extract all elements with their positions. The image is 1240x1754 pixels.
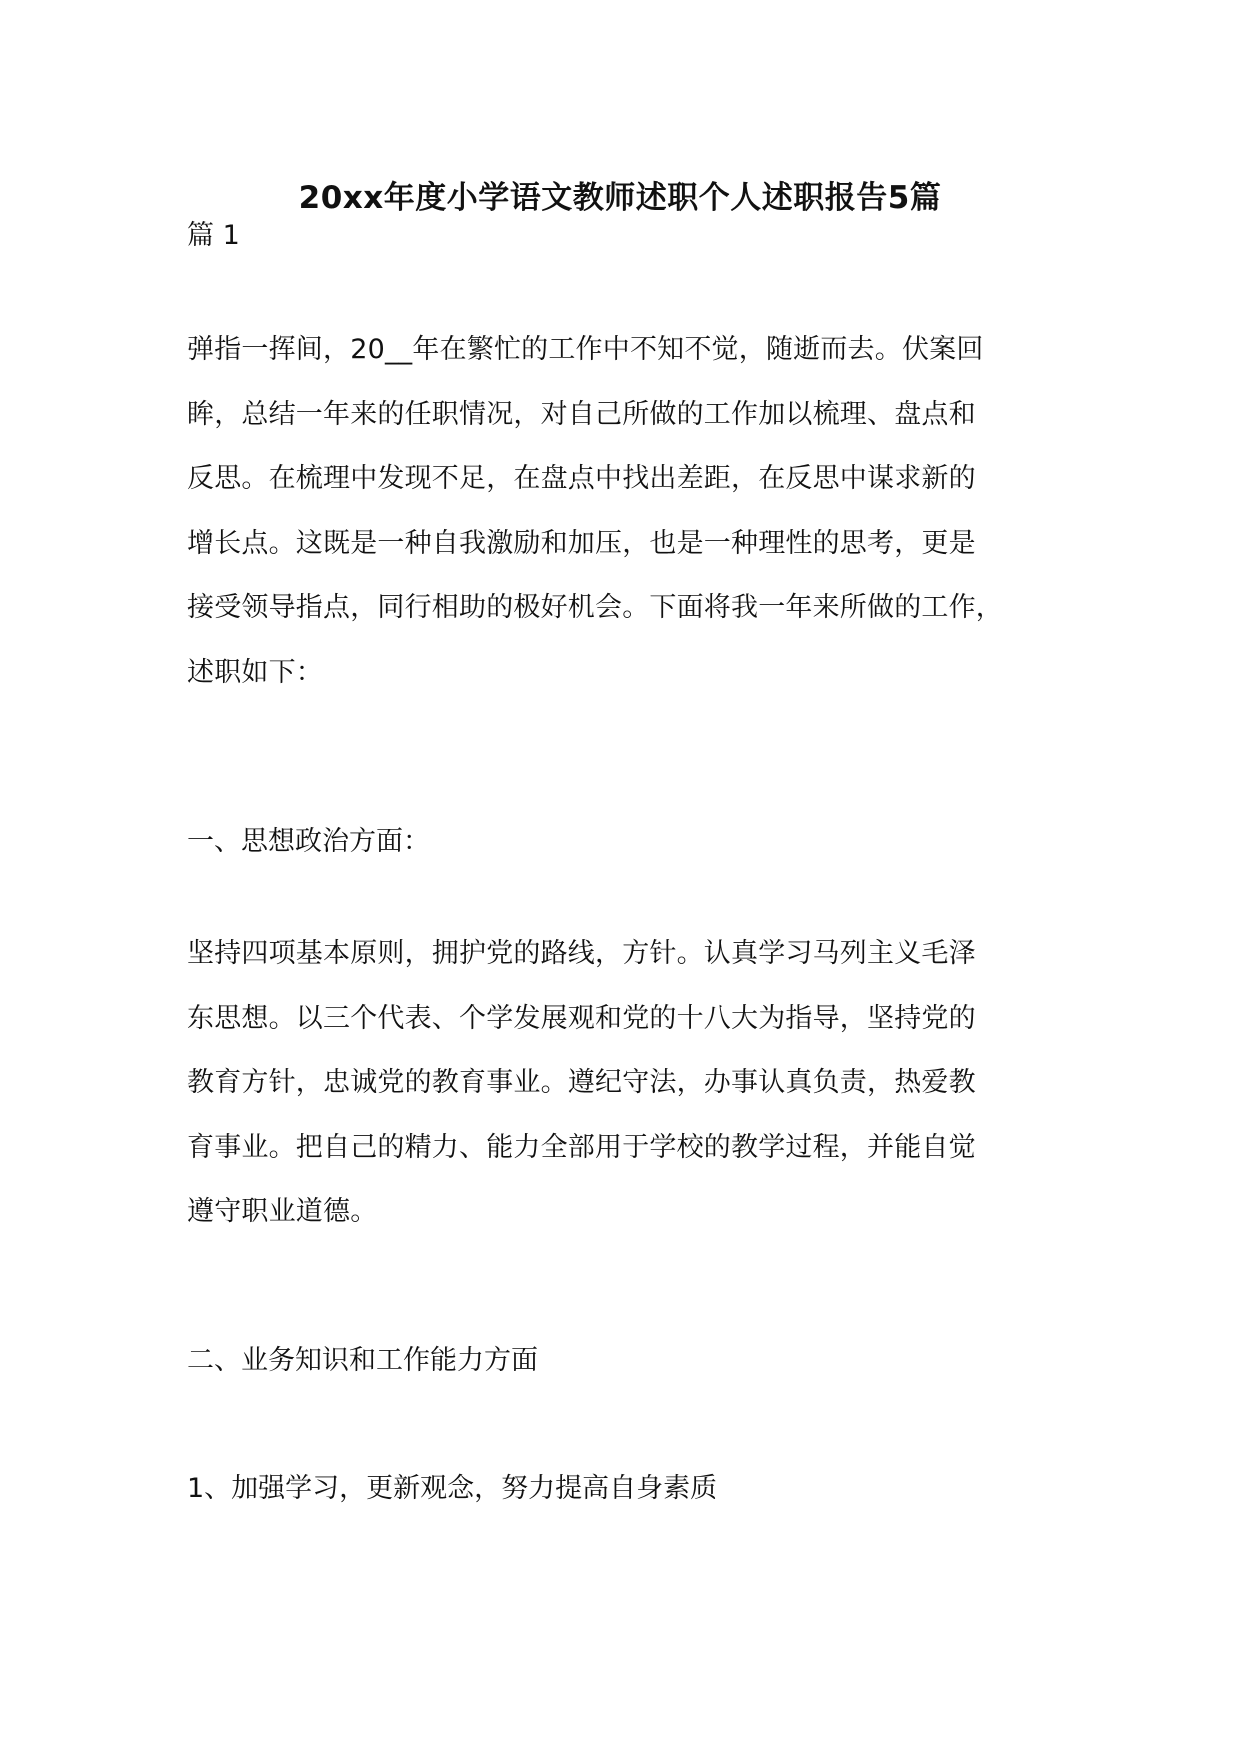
section-heading-business: 二、业务知识和工作能力方面 xyxy=(187,1345,538,1376)
section-heading-politics: 一、思想政治方面： xyxy=(187,826,430,857)
paragraph-line: 东思想。以三个代表、个学发展观和党的十八大为指导，坚持党的 xyxy=(187,1002,976,1034)
paragraph-line: 遵守职业道德。 xyxy=(187,1196,378,1227)
paragraph-line: 眸，总结一年来的任职情况，对自己所做的工作加以梳理、盘点和 xyxy=(187,398,976,430)
politics-paragraph xyxy=(187,922,1067,1245)
document-title: 20xx年度小学语文教师述职个人述职报告5篇 xyxy=(298,180,942,216)
paragraph-line: 育事业。把自己的精力、能力全部用于学校的教学过程，并能自觉 xyxy=(187,1131,976,1163)
intro-paragraph xyxy=(187,318,1067,705)
paragraph-line: 述职如下： xyxy=(187,656,323,688)
paragraph-line: 教育方针，忠诚党的教育事业。遵纪守法，办事认真负责，热爱教 xyxy=(187,1067,976,1098)
subheading-learning: 1、加强学习，更新观念，努力提高自身素质 xyxy=(187,1473,718,1504)
paragraph-line: 坚持四项基本原则，拥护党的路线，方针。认真学习马列主义毛泽 xyxy=(187,938,976,969)
section-label: 篇 1 xyxy=(187,220,240,251)
paragraph-line: 弹指一挥间，20__年在繁忙的工作中不知不觉，随逝而去。伏案回 xyxy=(187,334,984,365)
paragraph-line: 接受领导指点，同行相助的极好机会。下面将我一年来所做的工作， xyxy=(187,592,1003,623)
paragraph-line: 反思。在梳理中发现不足，在盘点中找出差距，在反思中谋求新的 xyxy=(187,463,976,494)
paragraph-line: 增长点。这既是一种自我激励和加压，也是一种理性的思考，更是 xyxy=(187,527,976,559)
